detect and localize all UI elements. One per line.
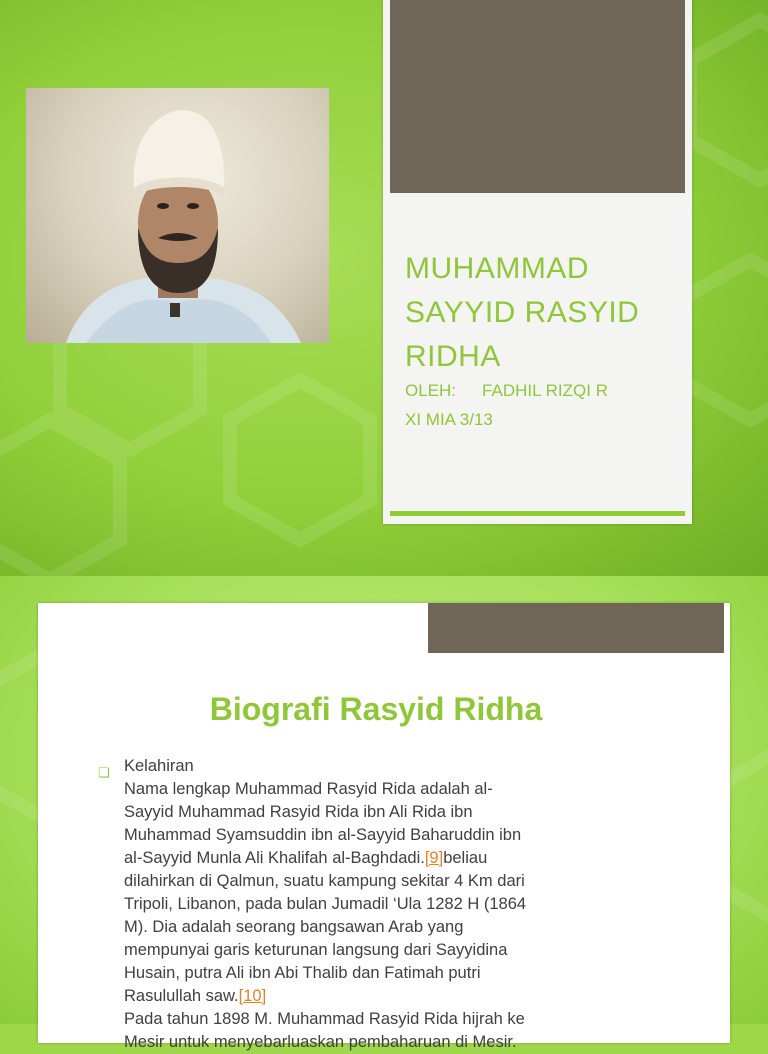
title-card-header-block xyxy=(390,0,685,193)
body-line: Pada tahun 1898 M. Muhammad Rasyid Rida hijrah ke xyxy=(124,1010,525,1028)
title-card-accent-line xyxy=(390,511,685,516)
class-info: XI MIA 3/13 xyxy=(405,410,493,429)
reference-link-9[interactable]: [9] xyxy=(424,849,444,867)
presentation-subtitle xyxy=(405,376,675,434)
title-card xyxy=(383,0,692,524)
title-line: RIDHA xyxy=(405,340,501,373)
body-line: Muhammad Syamsuddin ibn al-Sayyid Baharuddin ibn xyxy=(124,826,522,844)
body-line: Nama lengkap Muhammad Rasyid Rida adalah al- xyxy=(124,780,493,798)
title-line: SAYYID RASYID xyxy=(405,296,640,329)
biography-body xyxy=(124,755,664,1054)
biography-heading: Biografi Rasyid Ridha xyxy=(209,691,543,727)
body-line: mempunyai garis keturunan langsung dari Sayyidina xyxy=(124,941,508,959)
author-prefix: OLEH: xyxy=(405,381,457,400)
portrait-photo xyxy=(26,88,329,343)
body-line xyxy=(124,847,664,870)
body-line-text: Rasulullah saw. xyxy=(124,987,239,1005)
body-line-text: al-Sayyid Munla Ali Khalifah al-Baghdadi. xyxy=(124,849,425,867)
biography-card-header-block xyxy=(428,603,724,653)
body-line: Husain, putra Ali ibn Abi Thalib dan Fatimah putri xyxy=(124,964,481,982)
body-line: Sayyid Muhammad Rasyid Rida ibn Ali Rida ibn xyxy=(124,803,473,821)
reference-link-10[interactable]: [10] xyxy=(238,987,267,1005)
body-line: Tripoli, Libanon, pada bulan Jumadil ‘Ula 1282 H (1864 xyxy=(124,895,527,913)
body-line: M). Dia adalah seorang bangsawan Arab yang xyxy=(124,918,464,936)
author-name: FADHIL RIZQI R xyxy=(482,381,608,400)
body-line: dilahirkan di Qalmun, suatu kampung sekitar 4 Km dari xyxy=(124,872,525,890)
body-line: Kelahiran xyxy=(124,757,194,775)
body-line-text-after: beliau xyxy=(443,849,488,867)
body-line xyxy=(124,985,664,1008)
biography-slide xyxy=(0,576,768,1051)
bullet-icon: ❏ xyxy=(98,766,110,781)
title-line: MUHAMMAD xyxy=(405,252,589,285)
author-line xyxy=(405,376,675,405)
biography-card xyxy=(38,603,730,1051)
presentation-title xyxy=(405,247,675,379)
body-line: Mesir untuk menyebarluaskan pembaharuan di Mesir. xyxy=(124,1033,517,1051)
